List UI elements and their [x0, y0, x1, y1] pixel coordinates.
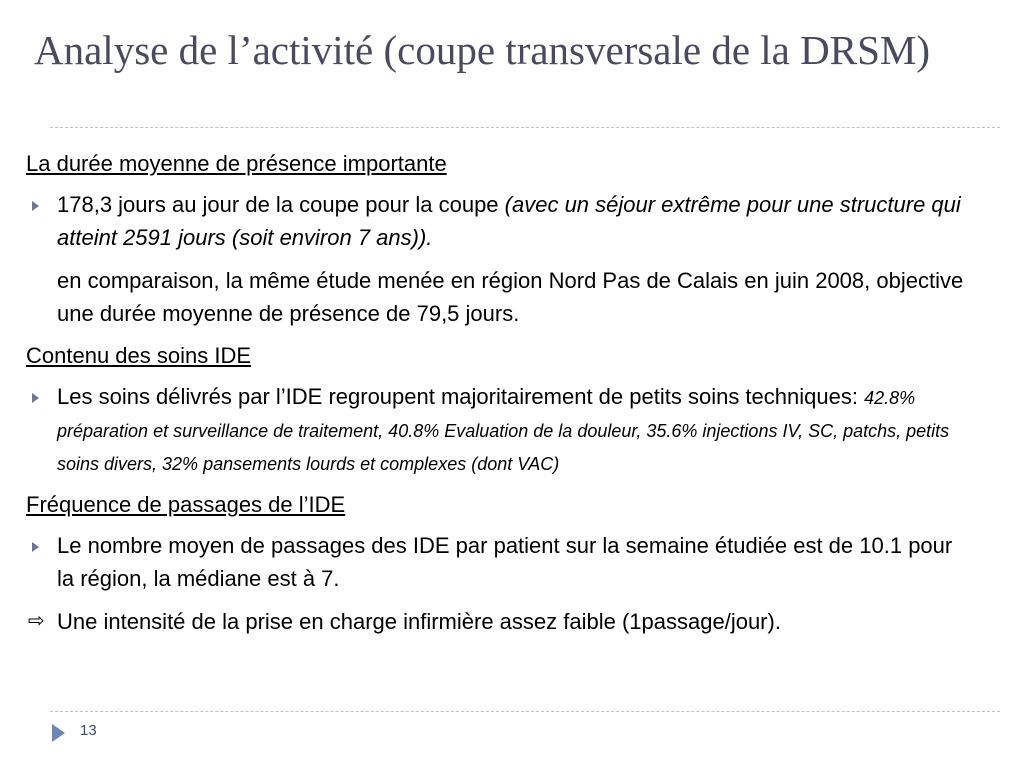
bullet-soins: [26, 380, 966, 479]
hollow-arrow-icon: ⇨: [28, 610, 45, 632]
paragraph-comparaison: en comparaison, la même étude menée en région Nord Pas de Calais en juin 2008, objective une durée moyenne de présence de 79,5 jours.: [57, 268, 964, 326]
triangle-bullet-icon: [32, 393, 39, 403]
footer-divider: [50, 711, 1000, 712]
triangle-bullet-icon: [32, 201, 39, 211]
slide-content: [26, 150, 966, 638]
triangle-bullet-icon: [32, 542, 39, 552]
bullet-soins-text: Les soins délivrés par l’IDE regroupent majoritairement de petits soins techniques:: [57, 384, 865, 409]
page-number: 13: [80, 722, 97, 739]
conclusion-text: Une intensité de la prise en charge infirmière assez faible (1passage/jour).: [57, 609, 781, 634]
section-heading-contenu: Contenu des soins IDE: [26, 343, 252, 368]
bullet-passages-text: Le nombre moyen de passages des IDE par patient sur la semaine étudiée est de 10.1 pour la région, la médiane est à 7.: [57, 533, 953, 591]
slide-title: Analyse de l’activité (coupe transversale de la DRSM): [34, 27, 930, 73]
bullet-duree: [26, 188, 966, 254]
title-divider: [50, 127, 1000, 128]
section-heading-duree: La durée moyenne de présence importante: [26, 151, 447, 176]
conclusion-line: [26, 605, 966, 638]
bullet-duree-text: 178,3 jours au jour de la coupe pour la coupe: [57, 192, 505, 217]
footer-triangle-icon: [52, 724, 65, 742]
bullet-passages: [26, 529, 966, 595]
section-heading-frequence: Fréquence de passages de l’IDE: [26, 492, 346, 517]
bullet-soins-italic: 42.8% préparation et surveillance de traitement, 40.8% Evaluation de la douleur, 35.6% injections IV, SC, patchs, petits soins divers, 32% pansements lourds et complexes (dont VAC): [57, 388, 950, 474]
bullet-duree-italic: (avec un séjour extrême pour une structure qui atteint 2591 jours (soit environ 7 ans)).: [57, 192, 961, 250]
